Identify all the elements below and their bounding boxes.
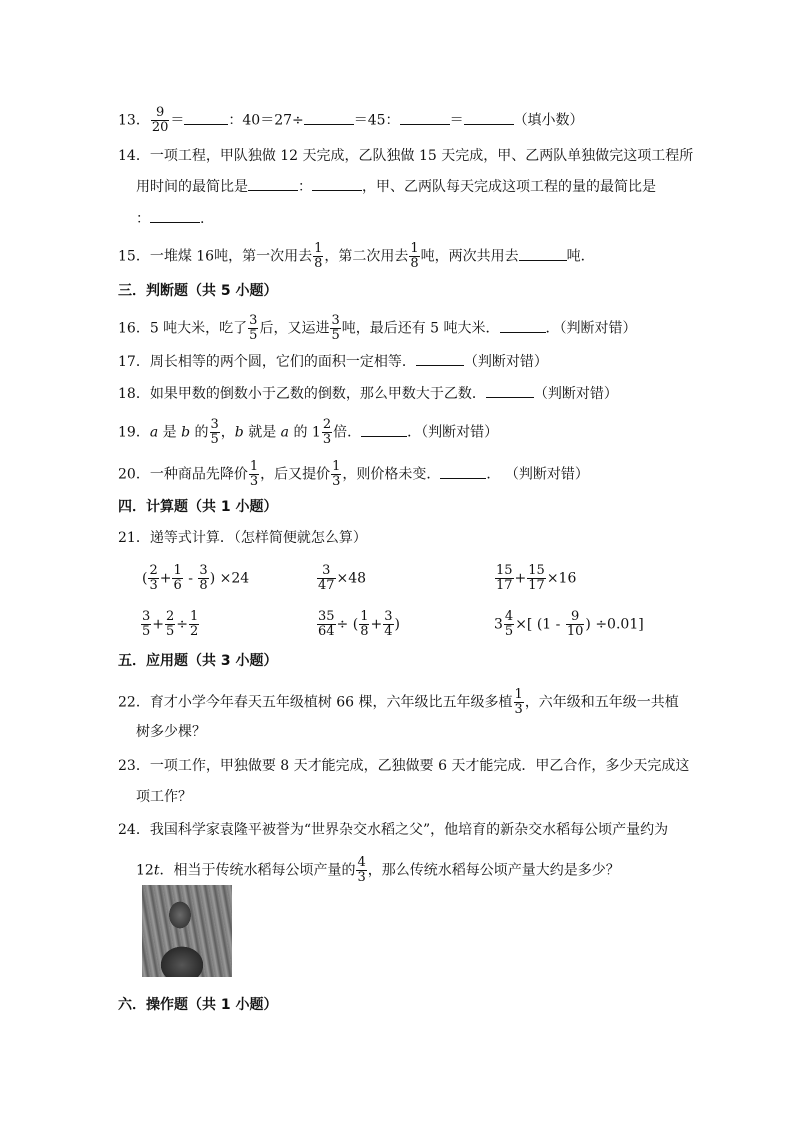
text: 15．一堆煤 16吨，第一次用去 bbox=[118, 248, 313, 265]
text: ×16 bbox=[546, 570, 577, 587]
numerator: 4 bbox=[504, 609, 514, 624]
text: ，甲、乙两队每天完成这项工程的量的最简比是 bbox=[362, 179, 656, 195]
fraction bbox=[409, 242, 419, 271]
text: ， bbox=[220, 424, 235, 441]
question-19 bbox=[118, 418, 498, 447]
question-20 bbox=[118, 460, 589, 489]
fraction bbox=[331, 460, 341, 489]
calc-expression-4 bbox=[140, 610, 200, 639]
question-21: 21．递等式计算．（怎样简便就怎么算） bbox=[118, 530, 367, 546]
fraction bbox=[248, 314, 258, 343]
question-17 bbox=[118, 351, 548, 372]
fraction bbox=[317, 610, 336, 639]
question-24-line-1: 24．我国科学家袁隆平被誉为“世界杂交水稻之父”，他培育的新杂交水稻每公顷产量约为 bbox=[118, 822, 669, 838]
fraction bbox=[495, 564, 514, 593]
denominator: 2 bbox=[190, 624, 199, 639]
numerator: 35 bbox=[318, 609, 335, 624]
fraction bbox=[172, 564, 182, 593]
text: 16．5 吨大米，吃了 bbox=[118, 320, 248, 337]
question-15 bbox=[118, 242, 595, 271]
denominator: 5 bbox=[142, 624, 151, 639]
denominator: 10 bbox=[566, 624, 584, 639]
numerator: 2 bbox=[322, 417, 332, 432]
variable: a bbox=[149, 424, 159, 441]
denominator: 3 bbox=[357, 870, 366, 885]
numerator: 15 bbox=[496, 563, 513, 578]
text: 22．育才小学今年春天五年级植树 66 棵，六年级比五年级多植 bbox=[118, 694, 513, 711]
fraction bbox=[151, 106, 170, 135]
fraction bbox=[514, 688, 524, 717]
question-number: 13． bbox=[118, 112, 150, 129]
text: 17．周长相等的两个圆，它们的面积一定相等． bbox=[118, 354, 416, 370]
fraction bbox=[383, 610, 393, 639]
text: 18．如果甲数的倒数小于乙数的倒数，那么甲数大于乙数． bbox=[118, 386, 486, 402]
text: ) ×24 bbox=[209, 570, 250, 587]
denominator: 3 bbox=[249, 474, 259, 489]
denominator: 5 bbox=[504, 624, 514, 639]
numerator: 3 bbox=[199, 563, 208, 578]
numerator: 1 bbox=[410, 241, 419, 256]
answer-blank[interactable] bbox=[519, 246, 567, 261]
fraction bbox=[356, 856, 366, 885]
text: （判断对错） bbox=[533, 386, 618, 402]
calc-expression-2 bbox=[316, 564, 366, 593]
variable: b bbox=[181, 424, 191, 441]
answer-blank[interactable] bbox=[184, 110, 228, 125]
denominator: 5 bbox=[331, 328, 340, 343]
answer-blank[interactable] bbox=[361, 422, 407, 437]
calc-expression-6 bbox=[494, 610, 644, 639]
numerator: 9 bbox=[566, 610, 585, 625]
text: ．相当于传统水稻每公顷产量的 bbox=[159, 862, 356, 879]
scientist-photo bbox=[142, 885, 232, 977]
text: 12 bbox=[136, 862, 154, 879]
text: ，六年级和五年级一共植 bbox=[524, 694, 679, 711]
question-23-line-2: 项工作？ bbox=[136, 789, 192, 805]
text: 吨，最后还有 5 吨大米． bbox=[341, 320, 500, 337]
fraction bbox=[141, 610, 151, 639]
text: ×[ (1 - bbox=[515, 616, 565, 633]
text: ＝45： bbox=[353, 112, 400, 129]
numerator: 2 bbox=[166, 609, 175, 624]
denominator: 5 bbox=[210, 432, 219, 447]
calc-expression-3 bbox=[494, 564, 576, 593]
question-14-line-2 bbox=[136, 176, 656, 197]
operator: + bbox=[152, 616, 165, 633]
denominator: 17 bbox=[528, 578, 545, 593]
numerator: 3 bbox=[142, 609, 151, 624]
text: ．（判断对错） bbox=[545, 320, 637, 337]
text: ×48 bbox=[336, 570, 367, 587]
denominator: 17 bbox=[496, 578, 513, 593]
section-6-heading: 六．操作题（共 1 小题） bbox=[118, 997, 278, 1013]
numerator: 3 bbox=[317, 564, 336, 579]
denominator: 8 bbox=[410, 256, 419, 271]
operator: - bbox=[183, 570, 198, 587]
text: 20．一种商品先降价 bbox=[118, 466, 248, 483]
numerator: 4 bbox=[357, 855, 366, 870]
variable: a bbox=[280, 424, 290, 441]
text: . bbox=[200, 211, 205, 227]
numerator: 1 bbox=[249, 459, 259, 474]
fraction bbox=[189, 610, 199, 639]
numerator: 3 bbox=[210, 417, 219, 432]
text: ： bbox=[298, 179, 312, 195]
fraction bbox=[249, 460, 259, 489]
fraction bbox=[330, 314, 340, 343]
denominator: 5 bbox=[249, 328, 258, 343]
numerator: 1 bbox=[360, 609, 369, 624]
text: ＝ bbox=[449, 112, 464, 129]
answer-blank[interactable] bbox=[248, 176, 298, 191]
text: （判断对错） bbox=[463, 354, 548, 370]
answer-blank[interactable] bbox=[486, 383, 534, 398]
denominator: 6 bbox=[173, 578, 182, 593]
question-number: 19． bbox=[118, 424, 150, 441]
fraction bbox=[165, 610, 175, 639]
numerator: 1 bbox=[173, 563, 182, 578]
denominator: 3 bbox=[332, 474, 341, 489]
section-4-heading: 四．计算题（共 1 小题） bbox=[118, 499, 278, 515]
question-13 bbox=[118, 106, 584, 135]
text: ，那么传统水稻每公顷产量大约是多少？ bbox=[367, 862, 620, 879]
text: ．（判断对错） bbox=[407, 424, 499, 441]
numerator: 2 bbox=[149, 563, 158, 578]
fraction bbox=[198, 564, 208, 593]
text: 用时间的最简比是 bbox=[136, 179, 248, 195]
text: 后，又运进 bbox=[259, 320, 330, 337]
text: 吨，两次共用去 bbox=[420, 248, 519, 265]
fraction bbox=[527, 564, 546, 593]
text: 的 bbox=[190, 424, 209, 441]
text: ) ÷0.01] bbox=[585, 616, 644, 633]
denominator: 8 bbox=[199, 578, 208, 593]
text: 吨． bbox=[566, 248, 595, 265]
denominator: 5 bbox=[166, 624, 175, 639]
denominator: 8 bbox=[360, 624, 369, 639]
answer-blank[interactable] bbox=[400, 110, 450, 125]
text: ，后又提价 bbox=[260, 466, 331, 483]
hint-text: （填小数） bbox=[513, 112, 584, 129]
section-5-heading: 五．应用题（共 3 小题） bbox=[118, 653, 278, 669]
numerator: 1 bbox=[314, 241, 323, 256]
text: ，第二次用去 bbox=[324, 248, 409, 265]
fraction bbox=[504, 610, 514, 639]
denominator: 47 bbox=[318, 578, 335, 593]
operator: + bbox=[159, 570, 172, 587]
text: 的 1 bbox=[289, 424, 321, 441]
text: ＝ bbox=[170, 112, 185, 129]
numerator: 3 bbox=[384, 609, 393, 624]
denominator: 64 bbox=[318, 624, 335, 639]
answer-blank[interactable] bbox=[500, 318, 546, 333]
fraction bbox=[566, 610, 585, 639]
text: ( bbox=[142, 570, 148, 587]
unit: t bbox=[153, 862, 160, 879]
answer-blank[interactable] bbox=[312, 176, 362, 191]
answer-blank[interactable] bbox=[150, 208, 200, 223]
numerator: 9 bbox=[151, 106, 170, 121]
numerator: 1 bbox=[190, 609, 199, 624]
variable: b bbox=[234, 424, 244, 441]
text: 是 bbox=[158, 424, 182, 441]
fraction bbox=[313, 242, 323, 271]
fraction bbox=[322, 418, 332, 447]
denominator: 8 bbox=[314, 256, 323, 271]
denominator: 3 bbox=[322, 432, 332, 447]
text: ： bbox=[136, 211, 150, 227]
text: ． （判断对错） bbox=[486, 466, 589, 483]
numerator: 1 bbox=[332, 459, 341, 474]
answer-blank[interactable] bbox=[464, 110, 514, 125]
answer-blank[interactable] bbox=[440, 464, 486, 479]
fraction bbox=[148, 564, 158, 593]
question-16 bbox=[118, 314, 637, 343]
fraction bbox=[359, 610, 369, 639]
denominator: 3 bbox=[149, 578, 158, 593]
question-22-line-1 bbox=[118, 688, 679, 717]
text: 倍． bbox=[333, 424, 362, 441]
operator: + bbox=[370, 616, 383, 633]
question-14-line-1: 14．一项工程，甲队独做 12 天完成，乙队独做 15 天完成，甲、乙两队单独做完这项工程所 bbox=[118, 148, 694, 164]
answer-blank[interactable] bbox=[304, 110, 354, 125]
question-22-line-2: 树多少棵？ bbox=[136, 724, 206, 740]
text: ，则价格未变． bbox=[342, 466, 441, 483]
numerator: 1 bbox=[514, 687, 523, 702]
answer-blank[interactable] bbox=[416, 351, 464, 366]
fraction bbox=[210, 418, 220, 447]
denominator: 3 bbox=[514, 702, 523, 717]
operator: ÷ ( bbox=[336, 616, 359, 633]
question-23-line-1: 23．一项工作，甲独做要 8 天才能完成，乙独做要 6 天才能完成．甲乙合作，多少天完成这 bbox=[118, 758, 690, 774]
question-24-line-2 bbox=[136, 856, 620, 885]
numerator: 3 bbox=[249, 313, 258, 328]
text: ：40＝27÷ bbox=[228, 112, 304, 129]
denominator: 20 bbox=[151, 120, 169, 135]
question-14-line-3 bbox=[136, 208, 204, 229]
denominator: 4 bbox=[384, 624, 393, 639]
text: 就是 bbox=[243, 424, 281, 441]
numerator: 15 bbox=[528, 563, 545, 578]
operator: + bbox=[514, 570, 527, 587]
calc-expression-1 bbox=[142, 564, 249, 593]
whole-number: 3 bbox=[494, 616, 503, 633]
fraction bbox=[317, 564, 336, 593]
operator: ÷ bbox=[176, 616, 189, 633]
question-18 bbox=[118, 383, 618, 404]
text: ) bbox=[394, 616, 400, 633]
section-3-heading: 三．判断题（共 5 小题） bbox=[118, 283, 278, 299]
calc-expression-5 bbox=[316, 610, 400, 639]
numerator: 3 bbox=[331, 313, 340, 328]
